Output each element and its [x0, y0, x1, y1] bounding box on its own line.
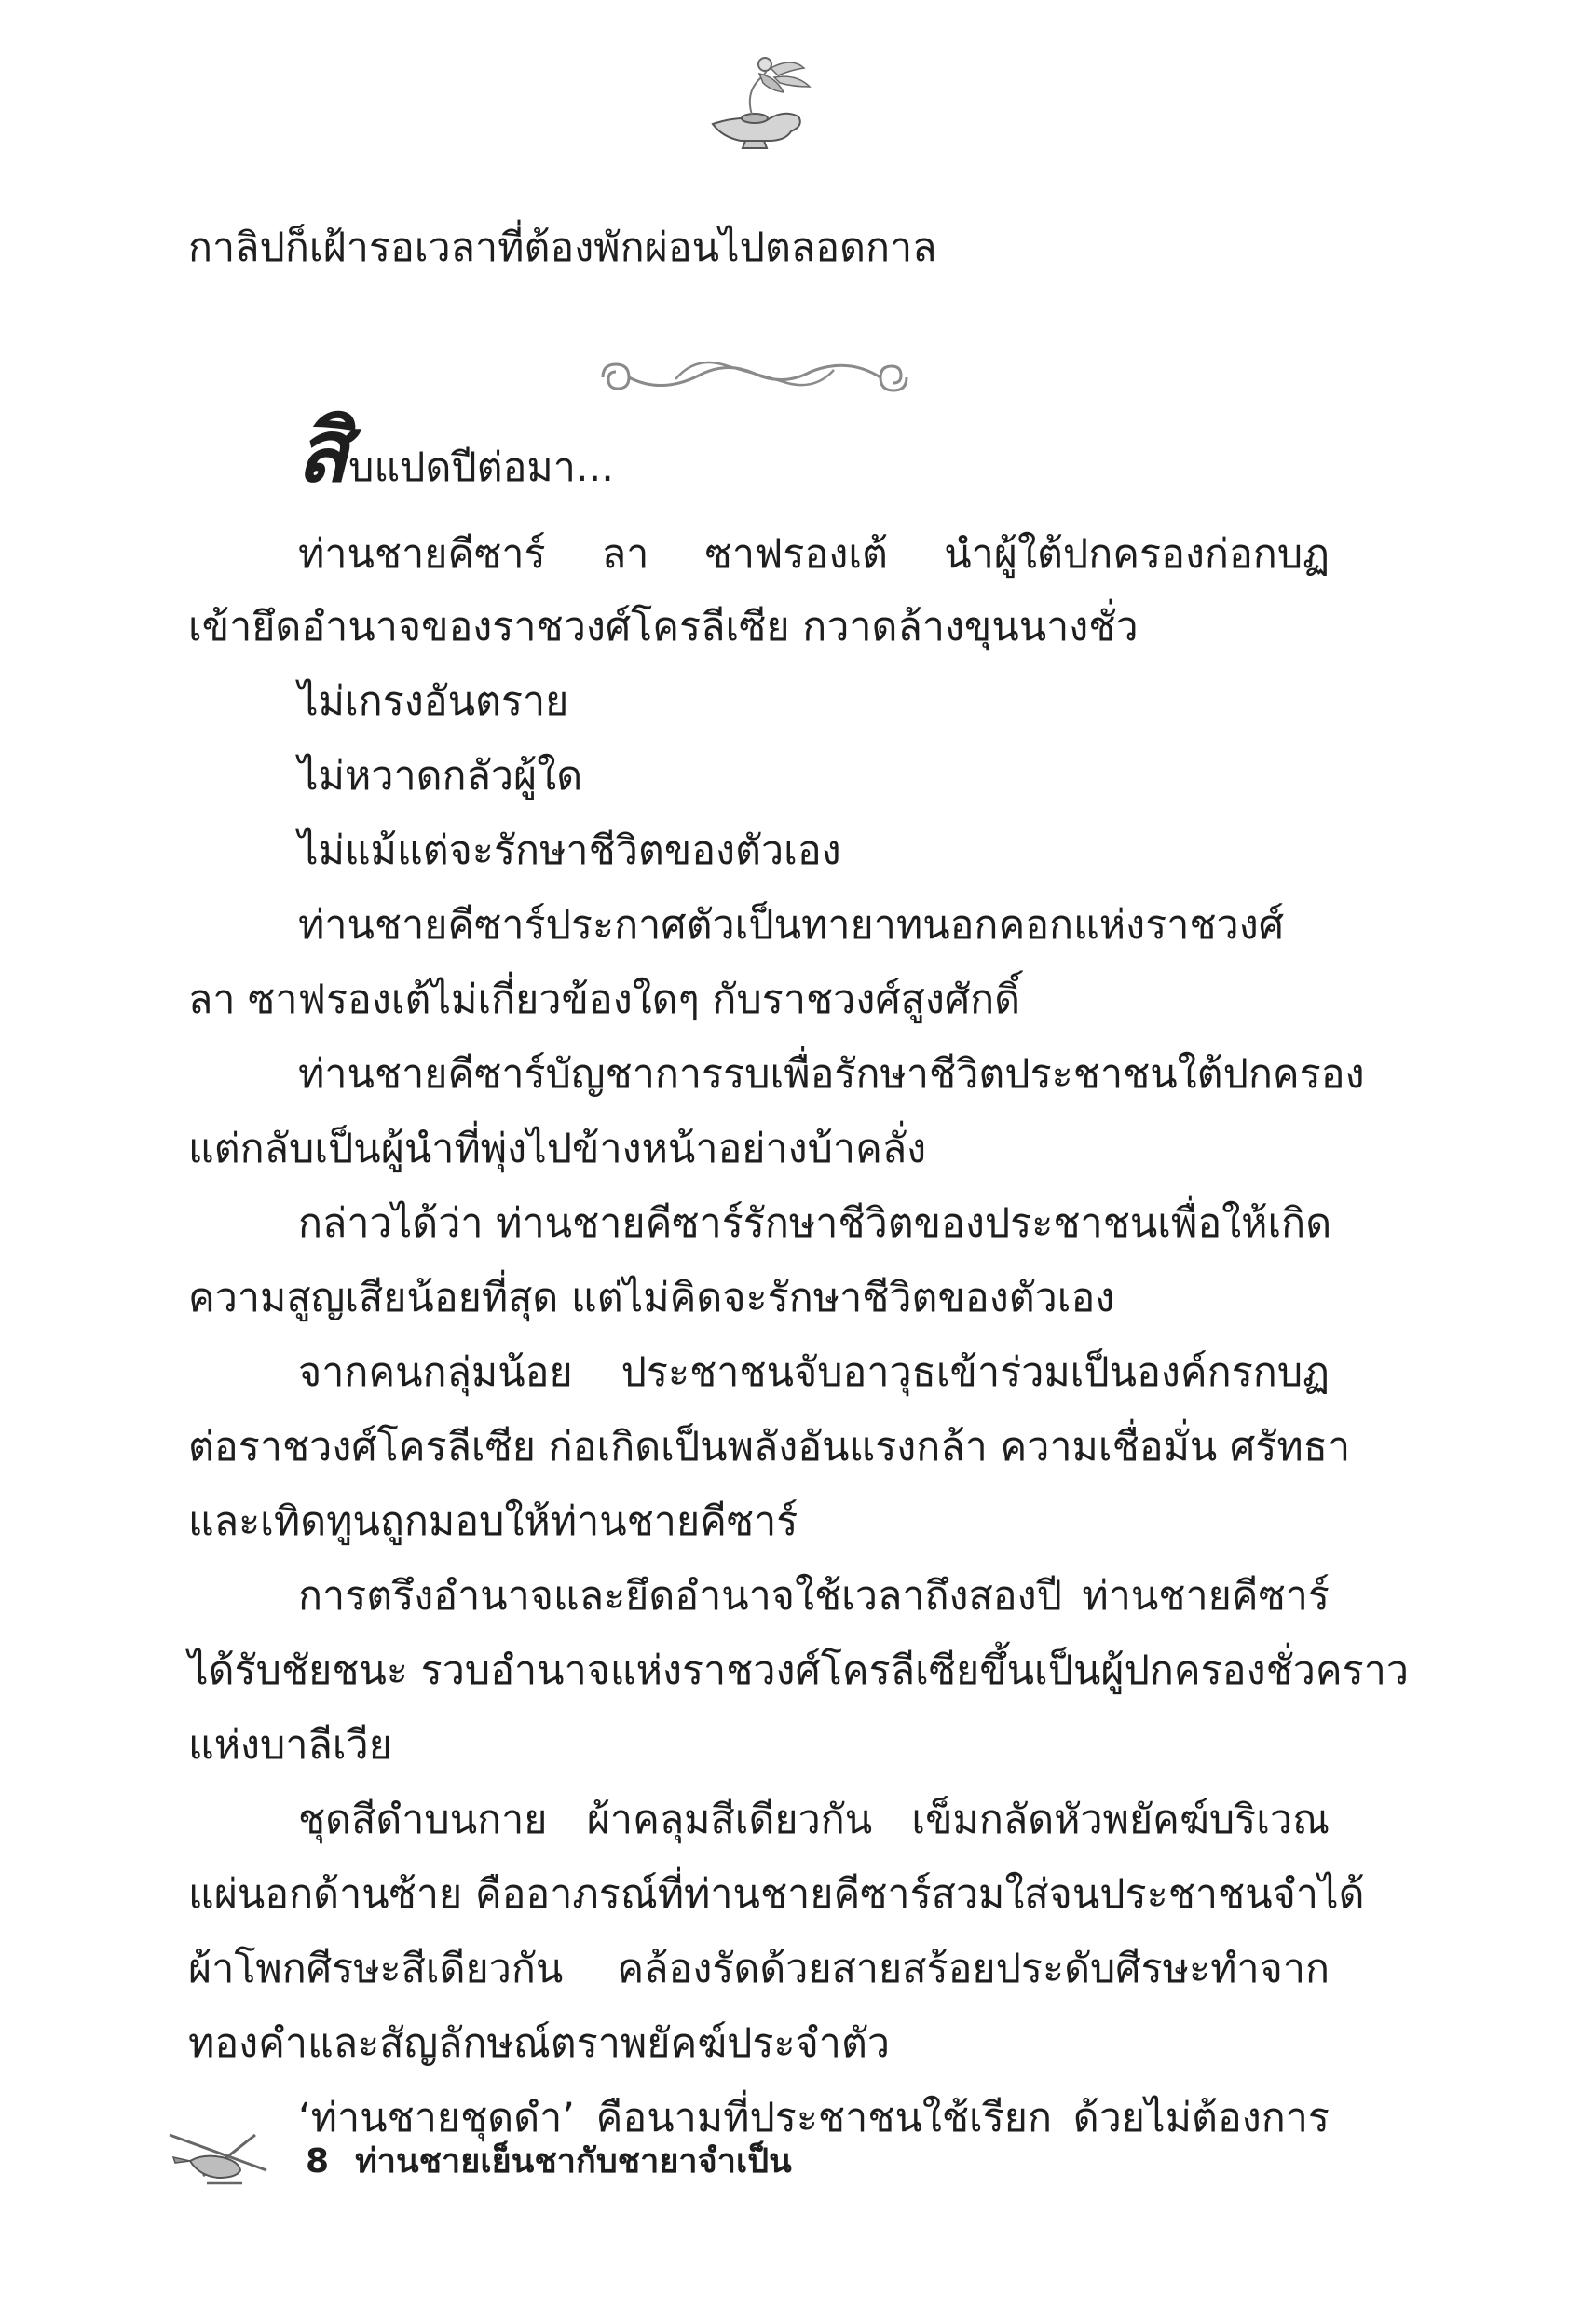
page-footer: [306, 2139, 792, 2185]
text-line-20: แผ่นอกด้านซ้าย คืออาภรณ์ที่ท่านชายคีซาร์สวมใส่จนประชาชนจำได้: [188, 1871, 1365, 1918]
text-line-17: ได้รับชัยชนะ รวบอำนาจแห่งราชวงศ์โครลีเซียขึ้นเป็นผู้ปกครองชั่วคราว: [188, 1648, 1410, 1694]
text-line-9: ท่านชายคีซาร์บัญชาการรบเพื่อรักษาชีวิตประชาชนใต้ปกครอง: [298, 1051, 1365, 1098]
text-line-4: ไม่เกรงอันตราย: [298, 678, 569, 725]
text-line-12: ความสูญเสียน้อยที่สุด แต่ไม่คิดจะรักษาชีวิตของตัวเอง: [188, 1275, 1115, 1321]
text-line-21: ผ้าโพกศีรษะสีเดียวกัน คล้องรัดด้วยสายสร้อยประดับศีรษะทำจาก: [188, 1946, 1330, 1992]
text-line-23: ‘ท่านชายชุดดำ’ คือนามที่ประชาชนใช้เรียก ด้วยไม่ต้องการ: [298, 2095, 1330, 2141]
page-number: 8: [306, 2142, 330, 2181]
text-line-19: ชุดสีดำบนกาย ผ้าคลุมสีเดียวกัน เข็มกลัดหัวพยัคฆ์บริเวณ: [298, 1797, 1330, 1843]
text-line-8: ลา ซาฟรองเต้ไม่เกี่ยวข้องใดๆ กับราชวงศ์สูงศักดิ์: [188, 977, 1021, 1023]
chapter-opening: [296, 402, 614, 501]
magic-lamp-fairy-icon: [694, 51, 820, 154]
text-line-14: ต่อราชวงศ์โครลีเซีย ก่อเกิดเป็นพลังอันแรงกล้า ความเชื่อมั่น ศรัทธา: [188, 1424, 1351, 1470]
text-line-10: แต่กลับเป็นผู้นำที่พุ่งไปข้างหน้าอย่างบ้าคลั่ง: [188, 1126, 927, 1172]
text-line-5: ไม่หวาดกลัวผู้ใด: [298, 753, 583, 800]
text-line-2: ท่านชายคีซาร์ ลา ซาฟรองเต้ นำผู้ใต้ปกครองก่อกบฏ: [298, 531, 1330, 578]
drop-cap: สิ: [296, 402, 349, 501]
opening-text: บแปดปีต่อมา...: [348, 444, 614, 491]
text-line-16: การตรึงอำนาจและยึดอำนาจใช้เวลาถึงสองปี ท่านชายคีซาร์: [298, 1573, 1330, 1620]
text-line-13: จากคนกลุ่มน้อย ประชาชนจับอาวุธเข้าร่วมเป็นองค์กรกบฏ: [298, 1349, 1330, 1396]
text-line-11: กล่าวได้ว่า ท่านชายคีซาร์รักษาชีวิตของประชาชนเพื่อให้เกิด: [298, 1200, 1332, 1247]
flourish-divider-icon: [592, 340, 918, 405]
text-line-7: ท่านชายคีซาร์ประกาศตัวเป็นทายาทนอกคอกแห่งราชวงศ์: [298, 902, 1284, 949]
text-line-1: กาลิปก็เฝ้ารอเวลาที่ต้องพักผ่อนไปตลอดกาล: [188, 225, 937, 271]
helicopter-icon: [166, 2129, 270, 2187]
text-line-15: และเทิดทูนถูกมอบให้ท่านชายคีซาร์: [188, 1498, 798, 1545]
text-line-3: เข้ายึดอำนาจของราชวงศ์โครลีเซีย กวาดล้างขุนนางชั่ว: [188, 604, 1139, 650]
text-line-18: แห่งบาลีเวีย: [188, 1722, 392, 1769]
text-line-22: ทองคำและสัญลักษณ์ตราพยัคฆ์ประจำตัว: [188, 2020, 891, 2067]
book-title: ท่านชายเย็นชากับชายาจำเป็น: [355, 2142, 792, 2181]
text-line-6: ไม่แม้แต่จะรักษาชีวิตของตัวเอง: [298, 827, 841, 874]
